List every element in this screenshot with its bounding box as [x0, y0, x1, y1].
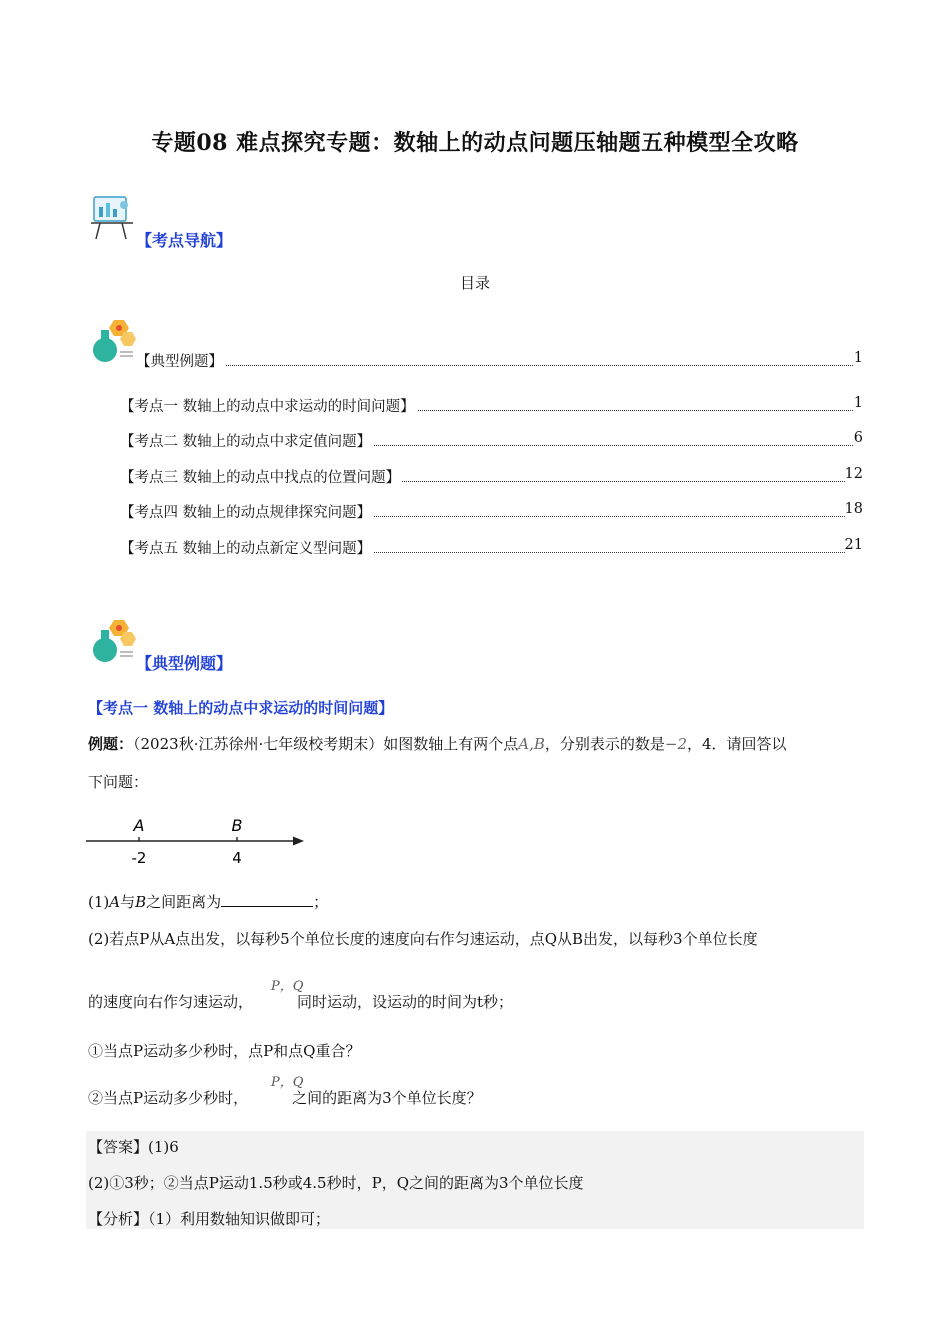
toc-entry-text: 【考点三 数轴上的动点中找点的位置问题】 [120, 466, 402, 487]
example-line-2: 下问题： [88, 773, 149, 791]
pq-formula: P，Q [271, 979, 304, 994]
question-2-line-2 [88, 991, 513, 1012]
q1-point-b: B [135, 893, 147, 911]
pq-formula: P，Q [271, 1075, 304, 1090]
q1-text: 与 [120, 893, 136, 911]
example-line-1 [88, 733, 787, 754]
question-2-sub-2 [88, 1087, 482, 1108]
section-label: 【典型例题】 [136, 654, 233, 673]
question-1 [88, 891, 328, 912]
q1-text: ； [313, 893, 329, 911]
question-2-sub-1: ①当点P运动多少秒时，点P和点Q重合？ [88, 1042, 361, 1060]
q1-point-a: A [109, 893, 121, 911]
label-a: A [133, 816, 145, 835]
page-title: 专题08 难点探究专题：数轴上的动点问题压轴题五种模型全攻略 [151, 130, 799, 156]
toc-entry[interactable] [0, 350, 950, 372]
answer-blank [221, 892, 313, 907]
toc-entry-page: 6 [853, 430, 863, 446]
value-neg2: −2 [664, 735, 687, 753]
number-line-figure [86, 812, 308, 868]
toc-entry[interactable] [0, 501, 950, 523]
toc-entry-text: 【考点一 数轴上的动点中求运动的时间问题】 [120, 395, 417, 416]
toc-entry[interactable] [0, 537, 950, 559]
presentation-board-icon [88, 193, 136, 241]
q1-text: 之间距离为 [146, 893, 222, 911]
toc-entry-page: 12 [844, 466, 863, 482]
nav-label: 【考点导航】 [136, 231, 233, 250]
q2-text: 同时运动，设运动的时间为t秒； [297, 993, 514, 1011]
q2-text: 的速度向右作匀速运动， [88, 993, 254, 1011]
toc-entry-text: 【考点四 数轴上的动点规律探究问题】 [120, 501, 373, 522]
flask-icon [88, 618, 136, 664]
toc-entry-text: 【典型例题】 [136, 350, 225, 371]
toc-entry[interactable] [0, 430, 950, 452]
example-source: （2023秋·江苏徐州·七年级校考期末）如图数轴上有两个点 [133, 735, 519, 753]
label-b: B [231, 816, 243, 835]
toc-entry-page: 1 [853, 350, 863, 366]
example-prefix: 例题： [88, 735, 134, 753]
answer-line-2: (2)①3秒；②当点P运动1.5秒或4.5秒时，P，Q之间的距离为3个单位长度 [88, 1174, 584, 1192]
analysis-line: 【分析】（1）利用数轴知识做即可； [88, 1210, 331, 1228]
example-text: ，分别表示的数是 [544, 735, 665, 753]
toc-entry[interactable] [0, 395, 950, 417]
toc-entry-text: 【考点二 数轴上的动点中求定值问题】 [120, 430, 373, 451]
toc-entry-page: 1 [853, 395, 863, 411]
toc-entry-page: 21 [844, 537, 863, 553]
answer-line-1: 【答案】(1)6 [88, 1138, 179, 1156]
example-text: ，4．请回答以 [687, 735, 787, 753]
point-label: 【考点一 数轴上的动点中求运动的时间问题】 [88, 699, 394, 717]
question-2-line-1: (2)若点P从A点出发，以每秒5个单位长度的速度向右作匀速运动，点Q从B出发，以每秒3个单位长度 [88, 930, 758, 948]
points-ab: A,B [518, 735, 545, 753]
toc-entry-text: 【考点五 数轴上的动点新定义型问题】 [120, 537, 373, 558]
q2-sub2-text: ②当点P运动多少秒时， [88, 1089, 249, 1107]
q2-sub2-text: 之间的距离为3个单位长度？ [292, 1089, 482, 1107]
toc-entry[interactable] [0, 466, 950, 488]
toc-heading: 目录 [459, 274, 490, 292]
toc-entry-page: 18 [844, 501, 863, 517]
axis-arrow [293, 837, 304, 846]
q1-prefix: (1) [88, 893, 110, 911]
value-a: -2 [131, 849, 147, 867]
value-b: 4 [232, 849, 242, 867]
